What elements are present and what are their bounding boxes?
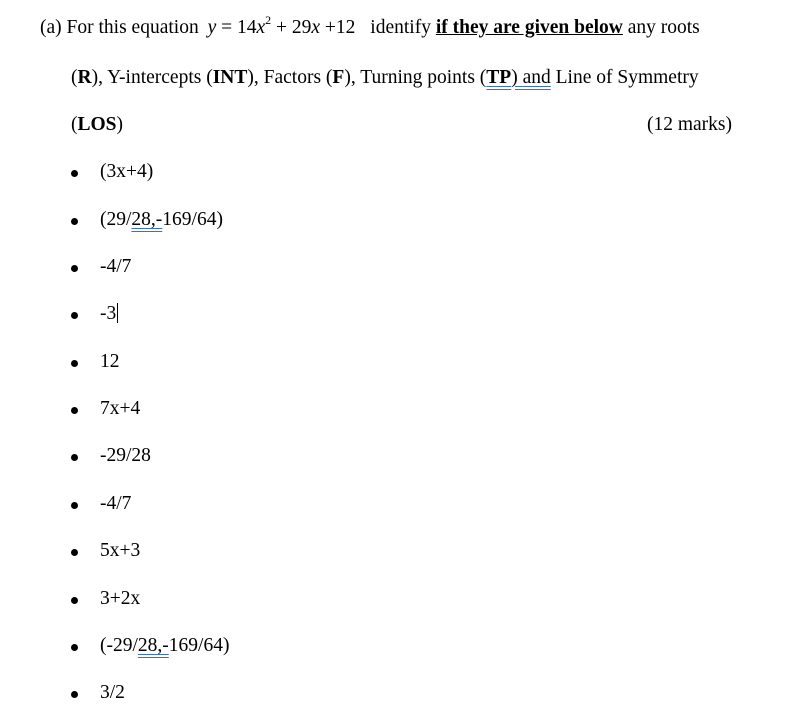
list-item[interactable] — [100, 160, 153, 184]
factors-abbrev: F — [332, 67, 345, 88]
question-label: (a) — [40, 17, 62, 38]
item-text: 28,- — [131, 209, 163, 230]
list-item[interactable] — [100, 397, 140, 421]
item-text: 7x+4 — [100, 398, 141, 419]
roots-abbrev: R — [77, 67, 92, 88]
bullet-icon — [68, 160, 80, 184]
question-intro: For this equation — [66, 17, 199, 38]
eq-coef-2: 29 — [291, 17, 312, 38]
item-text: 12 — [100, 351, 120, 372]
list-item[interactable] — [100, 302, 118, 326]
item-text: (29/ — [100, 209, 132, 230]
bullet-icon — [68, 681, 80, 705]
intercept-abbrev: INT — [212, 67, 248, 88]
item-text: 169/64) — [162, 209, 223, 230]
bullet-icon — [68, 539, 80, 563]
item-text: 169/64) — [168, 635, 230, 656]
symmetry-abbrev: LOS — [77, 114, 117, 135]
question-line-3 — [71, 113, 123, 137]
item-text: 28,- — [137, 635, 169, 656]
text-fragment: ) — [511, 67, 523, 88]
list-item[interactable] — [100, 634, 229, 658]
bullet-icon — [68, 255, 80, 279]
bullet-icon — [68, 492, 80, 516]
text-fragment: ( — [71, 114, 78, 135]
list-item[interactable] — [100, 444, 151, 468]
eq-equals: = — [216, 17, 237, 38]
question-line-1 — [40, 12, 700, 40]
item-text: -3 — [100, 303, 117, 324]
list-item[interactable] — [100, 681, 125, 705]
eq-exponent: 2 — [265, 12, 272, 27]
text-fragment: ), Turning points ( — [344, 67, 487, 88]
list-item[interactable] — [100, 208, 223, 232]
eq-lhs: y — [207, 17, 217, 38]
bullet-icon — [68, 208, 80, 232]
item-text: -4/7 — [100, 256, 132, 277]
list-item[interactable] — [100, 350, 120, 374]
text-fragment: ( — [71, 67, 78, 88]
marks-label: (12 marks) — [646, 114, 732, 135]
emphasis-text: if they are given below — [435, 17, 623, 38]
bullet-icon — [68, 397, 80, 421]
item-text: 3+2x — [100, 588, 141, 609]
item-text: 5x+3 — [100, 540, 141, 561]
eq-plus-1: + — [271, 17, 292, 38]
quadratic-equation — [207, 12, 356, 38]
text-fragment: Line of Symmetry — [550, 67, 699, 88]
text-fragment: ), Factors ( — [247, 67, 333, 88]
eq-var-1: x — [256, 17, 266, 38]
eq-const: 12 — [335, 17, 356, 38]
line1-end: any roots — [627, 17, 700, 38]
item-text: -29/28 — [100, 445, 151, 466]
text-cursor — [117, 303, 118, 323]
item-text: (3x+4) — [100, 161, 154, 182]
bullet-icon — [68, 350, 80, 374]
bullet-icon — [68, 587, 80, 611]
eq-coef-1: 14 — [236, 17, 257, 38]
bullet-icon — [68, 444, 80, 468]
eq-plus-2: + — [320, 17, 336, 38]
and-word: and — [522, 67, 551, 88]
item-text: 3/2 — [100, 682, 125, 703]
turning-point-abbrev: TP — [486, 67, 512, 88]
list-item[interactable] — [100, 255, 131, 279]
list-item[interactable] — [100, 587, 140, 611]
identify-word: identify — [370, 17, 431, 38]
bullet-icon — [68, 302, 80, 326]
list-item[interactable] — [100, 492, 131, 516]
item-text: (-29/ — [100, 635, 138, 656]
question-line-2 — [71, 66, 699, 90]
text-fragment: ), Y-intercepts ( — [91, 67, 213, 88]
list-item[interactable] — [100, 539, 140, 563]
text-fragment: ) — [116, 114, 124, 135]
eq-var-2: x — [311, 17, 321, 38]
item-text: -4/7 — [100, 493, 132, 514]
bullet-icon — [68, 634, 80, 658]
